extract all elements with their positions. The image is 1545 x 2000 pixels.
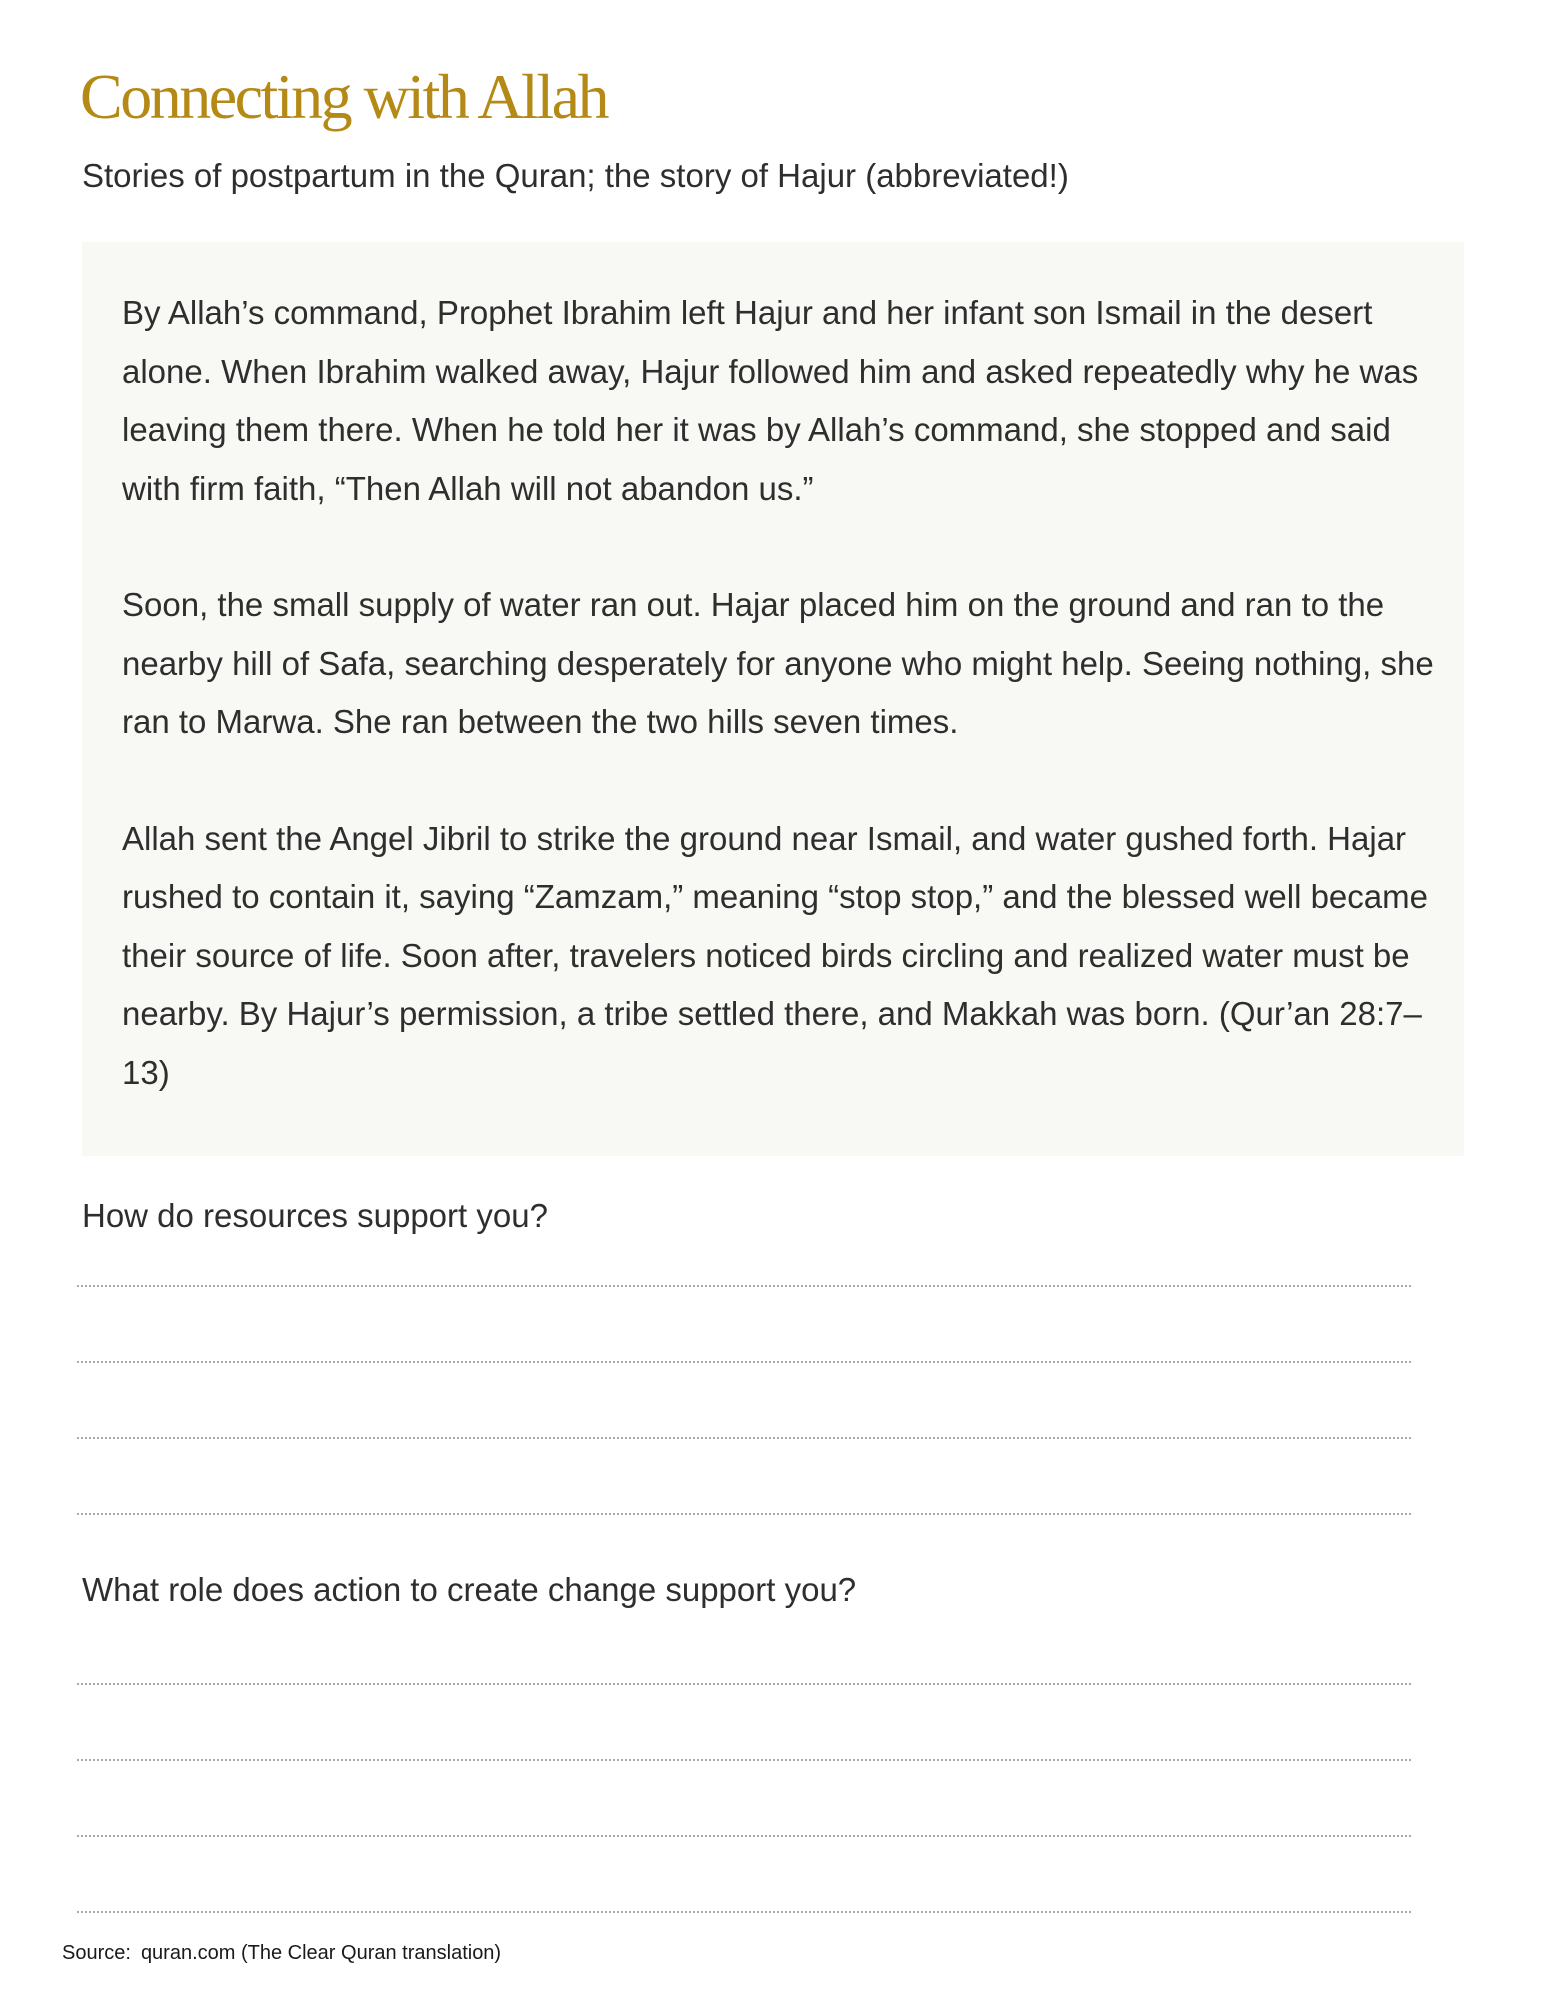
writing-line[interactable] [77,1285,1411,1287]
story-box [82,242,1464,1156]
story-paragraph: By Allah’s command, Prophet Ibrahim left Hajur and her infant son Ismail in the desert alone. When Ibrahim walked away, Hajur followed him and asked repeatedly why he was leaving them there. When he told her it was by Allah’s command, she stopped and said with firm faith, “Then Allah will not abandon us.” [122,294,1419,507]
source-note [62,1942,501,1965]
source-label: Source: [62,1942,131,1964]
writing-line[interactable] [77,1437,1411,1439]
writing-line[interactable] [77,1911,1411,1913]
story-paragraph: Soon, the small supply of water ran out. Hajar placed him on the ground and ran to the nearby hill of Safa, searching desperately for anyone who might help. Seeing nothing, she ran to Marwa. She ran between the two hills seven times. [122,586,1434,740]
question-resources: How do resources support you? [82,1197,548,1234]
writing-line[interactable] [77,1513,1411,1515]
story-paragraph: Allah sent the Angel Jibril to strike the ground near Ismail, and water gushed forth. Hajar rushed to contain it, saying “Zamzam,” meaning “stop stop,” and the blessed well became their source of life. Soon after, travelers noticed birds circling and realized water must be nearby. By Hajur’s permission, a tribe settled there, and Makkah was born. (Qur’an 28:7–13) [122,819,1428,1091]
writing-line[interactable] [77,1361,1411,1363]
question-action: What role does action to create change support you? [82,1571,857,1608]
source-value: quran.com (The Clear Quran translation) [140,1942,502,1964]
page-subtitle: Stories of postpartum in the Quran; the story of Hajur (abbreviated!) [82,157,1069,194]
page-title: Connecting with Allah [80,61,607,132]
writing-line[interactable] [77,1683,1411,1685]
writing-line[interactable] [77,1835,1411,1837]
writing-line[interactable] [77,1759,1411,1761]
